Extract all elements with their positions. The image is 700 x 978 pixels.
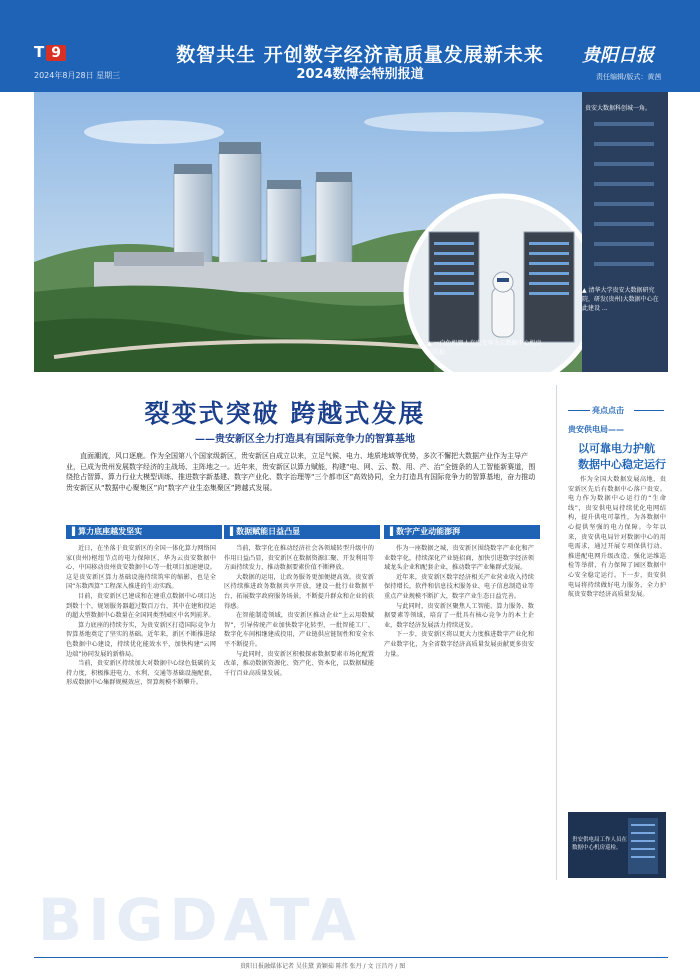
- article-title: 裂变式突破 跨越式发展: [144, 399, 426, 428]
- paragraph: 作为全国大数据发展高地，贵安新区先后有数据中心落户贵安。电力作为数据中心运行的“生命线”，贵安供电局持续优化电网结构，提升供电可靠性，为各数据中心提供坚强的电力保障。今年以来，贵安供电局针对数据中心的用电需求，通过开展专项保供行动、推进配电网升级改造、强化运维巡检等举措，有力保障了园区数据中心安全稳定运行。下一步，贵安供电局将持续做好电力服务，全力护航贵安数字经济高质量发展。: [568, 476, 666, 599]
- section-label: 数据赋能日益凸显: [236, 527, 301, 536]
- sidebar-tag: 亮点点击: [592, 406, 624, 415]
- sidebar-body: [568, 475, 666, 810]
- footer-rule: [34, 957, 668, 958]
- photo-caption-inset: ▲ 一白色机器人在贵安华为云数据中心机房内巡检。: [427, 340, 542, 356]
- photo-caption-top: 贵安大数据科创城一角。: [585, 105, 652, 112]
- paragraph: 与此同时，贵安新区聚焦人工智能、算力服务、数据要素等领域，培育了一批具有核心竞争力的本土企业，数字经济发展活力持续迸发。: [384, 602, 534, 629]
- paragraph: 大数据的运用，让政务服务更加便捷高效。贵安新区持续推进政务数据共享开放，建设一批行业数据平台，拓展数字政府服务场景，不断提升群众和企业的获得感。: [224, 573, 374, 610]
- page-subhead: 2024数博会特别报道: [296, 67, 424, 82]
- sidebar-tag-rule: [568, 410, 590, 411]
- footer-credits: 贵阳日报融媒体记者 吴佳黛 黄颖茹 陈伟 张丹 / 文 汪昌丹 / 图: [240, 963, 406, 970]
- article-column-2: [224, 544, 374, 874]
- paragraph: 在智能制造领域，贵安新区推动企业“上云用数赋智”，引导传统产业加快数字化转型，一批智能工厂、数字化车间相继建成投用，产业链供应链韧性和安全水平不断提升。: [224, 612, 374, 648]
- page-number: 9: [46, 45, 66, 61]
- article-subtitle: ——贵安新区全力打造具有国际竞争力的智算基地: [195, 434, 415, 445]
- paragraph: 下一步，贵安新区将以更大力度推进数字产业化和产业数字化，为全省数字经济高质量发展贡献更多贵安力量。: [384, 631, 534, 658]
- city-skyline-illustration: [34, 92, 668, 372]
- paragraph: 近日，在坐落于贵安新区的全国一体化算力网络国家(贵州)枢纽节点的电力保障区，华为云贵安数据中心、中国移动贵州贵安数据中心等一批项目加速建设。这是贵安新区算力基础设施持续筑牢的缩影，也是全国“东数西算”工程深入推进的生动实践。: [66, 545, 216, 591]
- section-label: 算力底座越发坚实: [78, 527, 143, 536]
- paragraph: 近年来，贵安新区数字经济相关产业营业收入持续保持增长，软件和信息技术服务业、电子信息制造业等重点产业规模不断扩大，数字产业生态日益完善。: [384, 573, 534, 600]
- sidebar-divider: [556, 385, 557, 880]
- paragraph: 与此同时，贵安新区积极探索数据要素市场化配置改革，推动数据资源化、资产化、资本化，以数据赋能千行百业高质量发展。: [224, 650, 374, 677]
- section-header-computing-base: ▌算力底座越发坚实: [66, 525, 222, 539]
- paragraph: 当前，贵安新区持续加大对数据中心绿色低碳的支持力度，积极推进电力、水利、交通等基础设施配套，形成数据中心集群规模效应，智算规模不断攀升。: [66, 660, 216, 687]
- paragraph: 作为一座数据之城，贵安新区围绕数字产业化和产业数字化，持续深化产业链招商，加快引进数字经济领域龙头企业和配套企业，推动数字产业集群式发展。: [384, 545, 534, 572]
- article-column-1: [66, 544, 216, 874]
- section-header-digital-industry: ▌数字产业动能澎湃: [384, 525, 540, 539]
- sidebar-title-line-2: 数据中心稳定运行: [578, 458, 666, 471]
- feature-photo: [34, 92, 668, 372]
- page-headline: 数智共生 开创数字经济高质量发展新未来: [176, 44, 544, 66]
- bigdata-watermark-text: BIGDATA: [38, 886, 362, 954]
- photo-caption-side: ▲ 清华大学贵安大数据研究院，研发(贵州)大数据中心在此建设 ...: [582, 287, 659, 312]
- sidebar-photo-caption: 贵安供电局工作人员在数据中心机房巡检。: [572, 837, 628, 851]
- paragraph: 当前，数字化在推动经济社会各领域转型升级中的作用日益凸显，贵安新区在数据资源汇聚、开发利用等方面持续发力，推动数据要素价值不断释放。: [224, 545, 374, 572]
- article-lead: 直面潮流，风口逐鹿。作为全国第八个国家级新区，贵安新区自成立以来，立足气候、电力、地质地域等优势，多次不懈把大数据产业作为主导产业，已成为贵州发展数字经济的主战场、主阵地之一。近年来，贵安新区以算力赋能，构建“电、网、云、数、用、产、治”全链条的人工智能新赛道，围绕抢占智算、算力行业大模型训练、推进数字新基建、数字产业化、数字治理等“三个都市区”高效协同，全力打造具有国际竞争力的智算基地，奋力推动贵安新区从“数据中心聚集区”向“数字产业生态集聚区”跨越式发展。: [66, 452, 536, 492]
- newspaper-masthead-logo: 贵阳日报: [582, 45, 654, 66]
- page-letter: T: [34, 43, 45, 61]
- paragraph: 目前，贵安新区已建成和在建重点数据中心项目达到数十个，规划服务器超过数百万台，其中在建和投运的超大型数据中心数量在全国同类型园区中名列前茅。: [66, 592, 216, 620]
- section-label: 数字产业动能澎湃: [396, 527, 461, 536]
- editor-credit: 责任编辑/版式：黄茜: [596, 73, 662, 81]
- section-header-data-empowerment: ▌数据赋能日益凸显: [224, 525, 380, 539]
- page-number-badge: [34, 42, 74, 64]
- issue-date: 2024年8月28日 星期三: [34, 71, 121, 80]
- paragraph: 算力底座的持续夯实，为贵安新区打造国际竞争力智算基地奠定了坚实的基础。近年来，新区不断推进绿色数据中心建设，持续优化能效水平，加快构建“云网边端”协同发展的新格局。: [66, 621, 216, 658]
- sidebar-title-line-1: 以可靠电力护航: [578, 442, 655, 455]
- bigdata-watermark: [34, 880, 668, 960]
- sidebar-kicker: 贵安供电局——: [568, 425, 624, 434]
- sidebar-tag-rule: [634, 410, 664, 411]
- article-column-3: [384, 544, 534, 874]
